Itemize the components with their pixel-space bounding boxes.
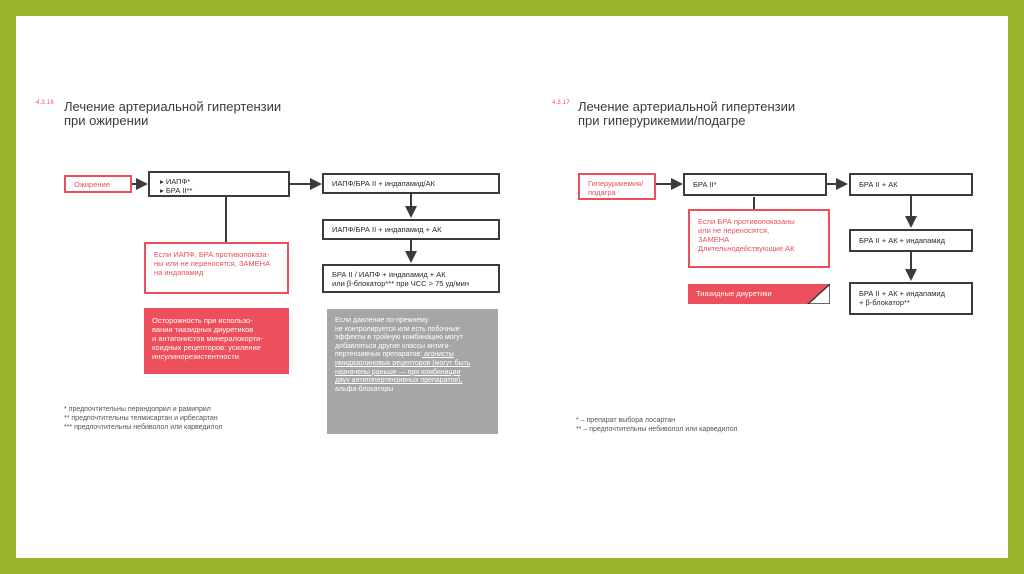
right-title-line-2: при гиперурикемии/подагре [578, 113, 746, 128]
left-caution-line-5: инсулинорезистентности [152, 352, 239, 361]
left-first-line-1: ▸ ИАПФ* [160, 177, 191, 186]
left-figure-number: 4.3.16 [36, 100, 54, 106]
gray-line-8: двух антигипертензивных препаратов), [335, 377, 463, 385]
right-step-2 [849, 229, 973, 252]
gray-line-9: альфа-блокаторы [335, 385, 394, 393]
right-step-3 [849, 282, 973, 315]
right-condition-line-1: Гиперурикемия/ [588, 179, 644, 188]
left-step-2 [322, 219, 500, 240]
left-alt-note-line-2: ны или не переносятся, ЗАМЕНА [154, 259, 271, 268]
gray-line-4: добавляться другие классы антиги- [335, 342, 451, 350]
right-footnote-2: ** – предпочтительны небиволол или карведилол [576, 426, 738, 433]
right-alt-note-line-1: Если БРА противопоказаны [698, 217, 795, 226]
right-title [578, 100, 838, 128]
left-title-line-2: при ожирении [64, 113, 149, 128]
left-step-1-label: ИАПФ/БРА II + индапамид/АК [332, 179, 435, 188]
gray-line-6: имидазолиновых рецепторов (могут быть [335, 359, 471, 367]
left-caution-line-2: вании тиазидных диуретиков [152, 325, 254, 334]
gray-line-1: Если давление по-прежнему [335, 317, 429, 324]
right-first-line-box [683, 173, 827, 196]
right-thiazide-box [688, 284, 830, 304]
left-step-3 [322, 264, 500, 293]
right-step-3-line-2: + β-блокатор** [859, 298, 910, 307]
right-alt-note-line-2: или не переносятся, [698, 226, 770, 235]
right-alt-note-line-4: Длительнодействующие АК [698, 244, 795, 253]
left-step-1 [322, 173, 500, 194]
left-footnote-2: ** предпочтительны телмисартан и ирбесартан [64, 415, 218, 422]
left-step-3-line-2: или β-блокатор*** при ЧСС > 75 уд/мин [332, 279, 469, 288]
left-footnote-3: *** предпочтительны небиволол или карведилол [64, 424, 223, 431]
left-step-2-label: ИАПФ/БРА II + индапамид + АК [332, 225, 442, 234]
right-figure-number: 4.3.17 [552, 100, 570, 106]
right-condition-box [578, 173, 656, 200]
left-footnotes [64, 405, 304, 432]
left-caution-line-1: Осторожность при использо- [152, 316, 253, 325]
right-alt-note-line-3: ЗАМЕНА [698, 235, 730, 244]
right-title-line-1: Лечение артериальной гипертензии [578, 99, 796, 114]
right-footnotes [576, 416, 836, 434]
right-first-line-label: БРА II* [693, 180, 717, 189]
left-condition-label: Ожирение [74, 179, 110, 189]
right-step-1-label: БРА II + АК [859, 180, 898, 189]
left-first-line-2: ▸ БРА II** [160, 186, 193, 195]
left-alt-note [144, 242, 289, 294]
left-title-line-1: Лечение артериальной гипертензии [64, 99, 282, 114]
right-step-2-label: БРА II + АК + индапамид [859, 236, 945, 245]
left-gray-note [327, 309, 498, 434]
right-step-1 [849, 173, 973, 196]
left-caution-box [144, 308, 289, 374]
gray-line-5: пертензивных препаратов: агонисты [335, 351, 454, 359]
right-footnote-1: * – препарат выбора лосартан [576, 417, 676, 424]
slide [16, 16, 1008, 558]
left-footnote-1: * предпочтительны периндоприл и рамиприл [64, 406, 211, 413]
right-thiazide-label: Тиазидные диуретики [696, 289, 772, 298]
gray-line-3: эффекты в тройную комбинацию могут [335, 334, 463, 342]
right-condition-line-2: подагра [588, 188, 616, 197]
left-condition-box [64, 175, 132, 193]
gray-line-2: не контролируется или есть побочные [335, 325, 460, 333]
left-caution-line-3: и антагонистов минералокорти- [152, 334, 263, 343]
left-alt-note-line-3: на индапамид [154, 268, 204, 277]
left-first-line-box [148, 171, 290, 197]
right-step-3-line-1: БРА II + АК + индапамид [859, 289, 945, 298]
left-caution-line-4: коидных рецепторов: усиление [152, 343, 261, 352]
left-step-3-line-1: БРА II / ИАПФ + индапамид + АК [332, 270, 446, 279]
gray-line-7: назначены раньше — при комбинации [335, 368, 461, 376]
left-alt-note-line-1: Если ИАПФ, БРА противопоказа- [154, 250, 270, 259]
right-alt-note [688, 209, 830, 268]
